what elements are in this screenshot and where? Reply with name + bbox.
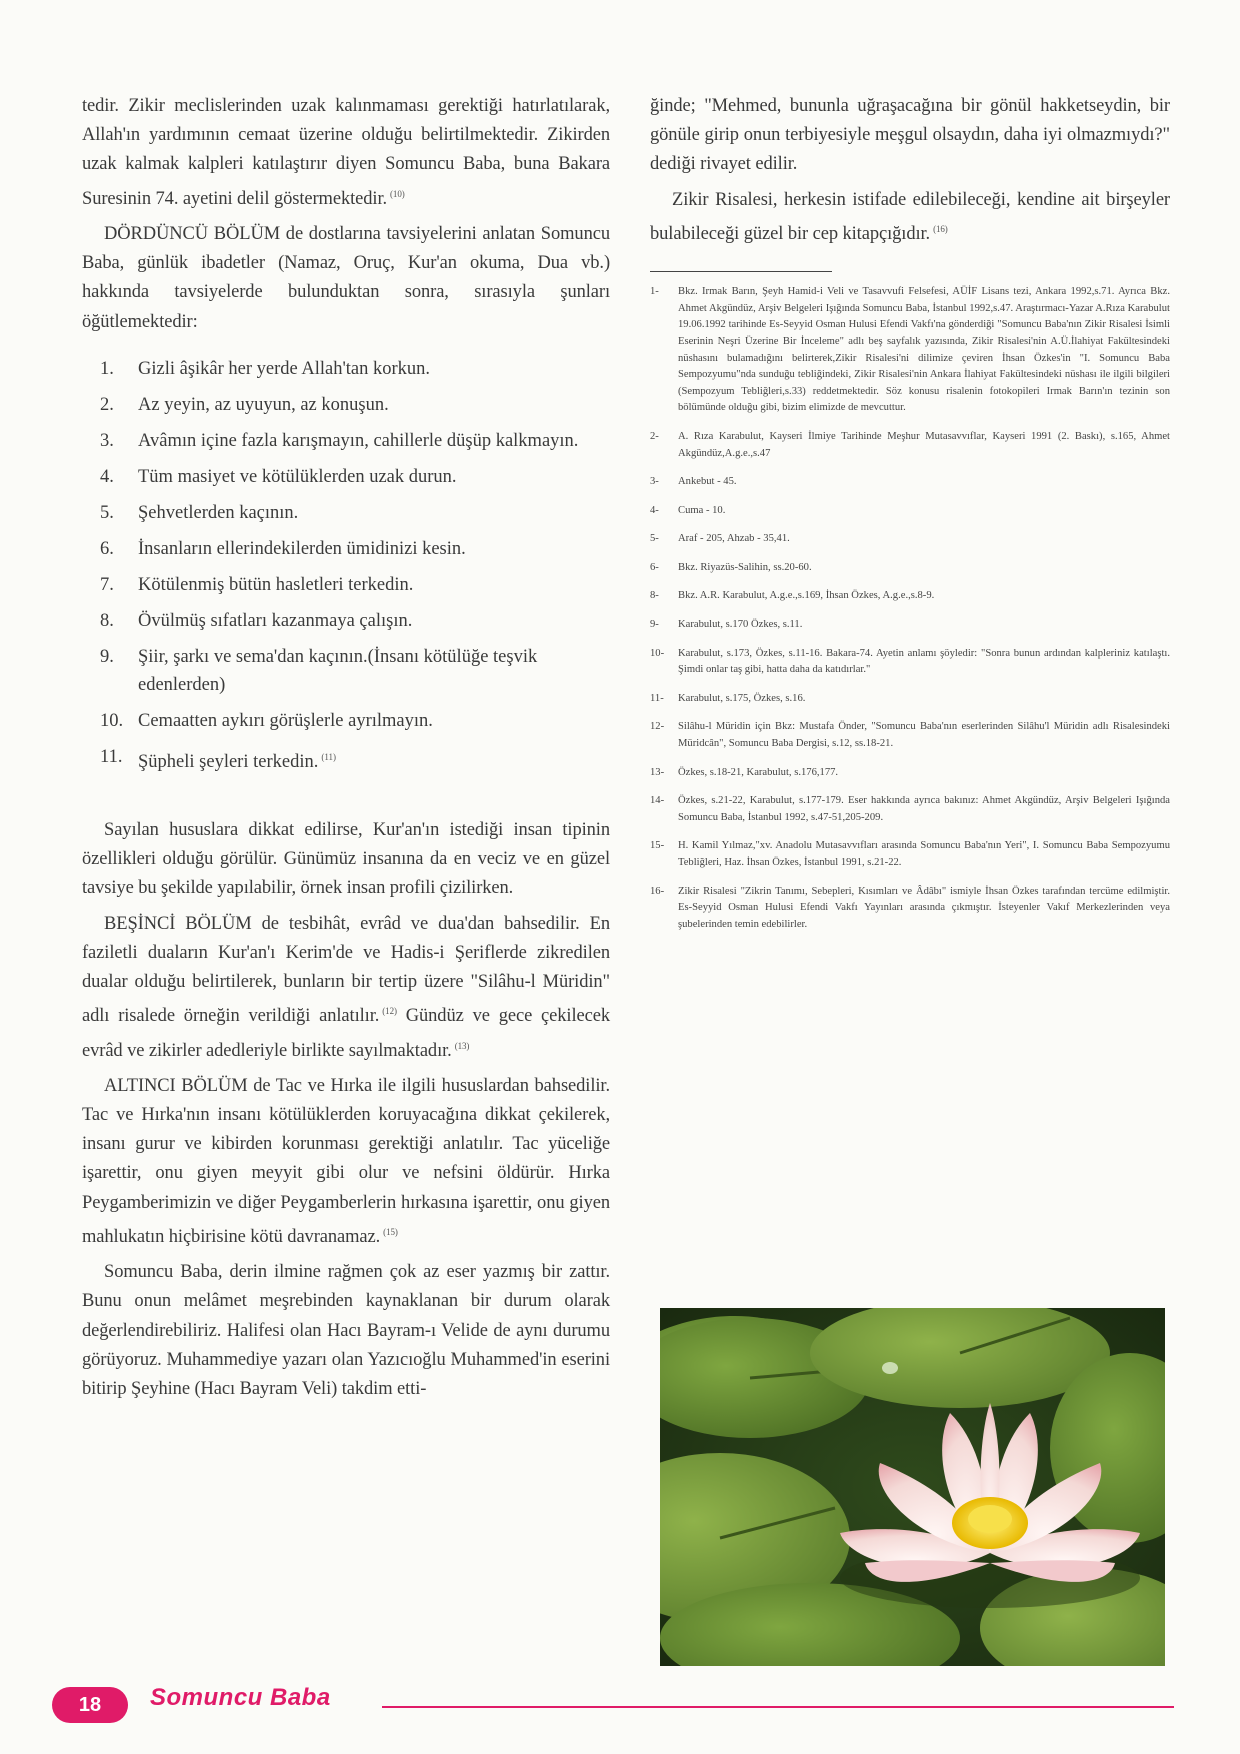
list-item: 5. Şehvetlerden kaçının. bbox=[100, 502, 299, 523]
footnote: 5- Araf - 205, Ahzab - 35,41. bbox=[650, 533, 790, 545]
list-item: 7. Kötülenmiş bütün hasletleri terkedin. bbox=[100, 574, 414, 595]
paragraph: ğinde; "Mehmed, bununla uğraşacağına bir gönül hakketseydin, bir gönüle girip onun terbiyesiyle meşgul olsaydın, daha iyi olmazmıydı?" dediği rivayet edilir. bbox=[650, 96, 1170, 175]
footer-rule bbox=[382, 1706, 1174, 1708]
list-item: 4. Tüm masiyet ve kötülüklerden uzak durun. bbox=[100, 466, 457, 487]
advice-list bbox=[82, 355, 610, 776]
footnote: 4- Cuma - 10. bbox=[650, 504, 726, 516]
footnote: 1- Bkz. Irmak Barın, Şeyh Hamid-i Veli ve Tasavvufi Felsefesi, AÜİF Lisans tezi, Ankara 1992,s.71. Ayrıca Bkz. Ahmet Akgündüz, Arşiv Belgeleri Işığında Somuncu Baba, İstanbul 1992,s.47. Araştırmacı-Yazar A.Rıza Karabulut 19.06.1992 tarihinde Es-Seyyid Osman Hulusi Efendi Vakfı'na gönderdiği "Somuncu Baba'nın Zikir Risalesi İsimli Eserinin Neşri Üzerine Bir İnceleme" adlı beş sayfalık yazısında, Zikir Risalesi'nin A.Ü.İlahiyat Fakültesindeki nüshasını bulamadığını belirterek,Zikir Risalesi'ni dilimize çeviren İhsan Özkes'in "I. Somuncu Baba Sempozyumu"nda sunduğu tebliğindeki, Zikir Risalesi'nin Ankara İlahiyat Fakültesindeki nüshası ile ilgili bilgileri (Sempozyum Tebliğleri,s.33) reddetmektedir. Söz konusu risalenin fotokopileri Irmak Barın'ın tezinin son bölümünde olduğu gibi, bizim elimizde de mevcuttur. bbox=[650, 286, 1170, 414]
footnote: 8- Bkz. A.R. Karabulut, A.g.e.,s.169, İhsan Özkes, A.g.e.,s.8-9. bbox=[650, 590, 935, 602]
footnote: 13- Özkes, s.18-21, Karabulut, s.176,177. bbox=[650, 766, 839, 778]
list-item: 2. Az yeyin, az uyuyun, az konuşun. bbox=[100, 394, 389, 415]
footnote: 11- Karabulut, s.175, Özkes, s.16. bbox=[650, 692, 806, 704]
footnote-ref: (13) bbox=[454, 1040, 470, 1051]
paragraph: DÖRDÜNCÜ BÖLÜM de dostlarına tavsiyelerini anlatan Somuncu Baba, günlük ibadetler (Namaz, Oruç, Kur'an okuma, Dua vb.) hakkında tavsiyelerde bulunduktan sonra, sırasıyla şunları öğütlemektedir: bbox=[82, 223, 610, 332]
water-lily-photo bbox=[660, 1308, 1165, 1666]
footnote-ref: (12) bbox=[382, 1006, 397, 1017]
footnote-ref: (16) bbox=[933, 223, 948, 234]
paragraph: Zikir Risalesi, herkesin istifade edilebileceği, kendine ait birşeyler bulabileceği güzel bir cep kitapçığıdır. $^{(16)}$ bbox=[650, 189, 1170, 244]
list-item: 1. Gizli âşikâr her yerde Allah'tan korkun. bbox=[100, 358, 431, 379]
footnote: 6- Bkz. Riyazüs-Salihin, ss.20-60. bbox=[650, 561, 812, 573]
footnote: 14- Özkes, s.21-22, Karabulut, s.177-179. Eser hakkında ayrıca bakınız: Ahmet Akgündüz, Arşiv Belgeleri Işığında Somuncu Baba, İstanbul 1992, s.47-51,205-209. bbox=[650, 795, 1170, 823]
paragraph: BEŞİNCİ BÖLÜM de tesbihât, evrâd ve dua'dan bahsedilir. En faziletli duaların Kur'an'ı Kerim'de ve Hadis-i Şeriflerde zikredilen dualar olduğu belirtilerek, bunların bir tertip üzere "Silâhu-l Müridin" adlı risalede örneğin verildiği anlatılır. $^{(12)}$ Gündüz ve gece çekilecek evrâd ve zikirler adedleriyle birlikte sayılmaktadır. $^{(13)}$ bbox=[82, 913, 610, 1061]
footnote: 12- Silâhu-l Müridin için Bkz: Mustafa Önder, "Somuncu Baba'nın eserlerinden Silâhu'l Müridin adlı Risalesindeki Müridcân", Somuncu Baba Dergisi, s.12, ss.18-21. bbox=[650, 721, 1170, 750]
footnote: 9- Karabulut, s.170 Özkes, s.11. bbox=[650, 619, 803, 631]
list-item: 11. Şüpheli şeyleri terkedin. $^{(11)}$ bbox=[100, 746, 337, 772]
right-column bbox=[650, 92, 1170, 945]
footnote: 16- Zikir Risalesi "Zikrin Tanımı, Sebepleri, Kısımları ve Âdâbı" ismiyle İhsan Özkes tarafından tercüme edilmiştir. Es-Seyyid Osman Hulusi Efendi Vakfı Yayınları arasında çıkmıştır. İsteyenler Vakıf Merkezlerinden veya şubelerinden temin edebilirler. bbox=[650, 885, 1170, 930]
paragraph: Sayılan hususlara dikkat edilirse, Kur'an'ın istediği insan tipinin özellikleri olduğu görülür. Günümüz insanına da en veciz ve en güzel tavsiye bu şekilde yapılabilir, örnek insan profili çizilirken. bbox=[82, 819, 610, 899]
paragraph: Somuncu Baba, derin ilmine rağmen çok az eser yazmış bir zattır. Bunu onun melâmet meşrebinden kaynaklanan bir durum olarak değerlendirebiliriz. Halifesi olan Hacı Bayram-ı Velide de aynı durumu görüyoruz. Muhammediye yazarı olan Yazıcıoğlu Muhammed'in eserini bitirip Şeyhine (Hacı Bayram Veli) takdim etti- bbox=[82, 1262, 610, 1400]
list-item: 8. Övülmüş sıfatları kazanmaya çalışın. bbox=[100, 610, 413, 631]
magazine-title: Somuncu Baba bbox=[150, 1684, 331, 1711]
footnote: 10- Karabulut, s.173, Özkes, s.11-16. Bakara-74. Ayetin anlamı şöyledir: "Sonra bunun ardından kalpleriniz katılaştı. Şimdi onlar taş gibi, hatta daha da katıdırlar." bbox=[650, 647, 1170, 676]
footnote-divider bbox=[650, 271, 832, 272]
paragraph: tedir. Zikir meclislerinden uzak kalınmaması gerektiği hatırlatılarak, Allah'ın yardımının cemaat üzerine olduğu belirtilmektedir. Zikirden uzak kalmak kalpleri katılaştırır diyen Somuncu Baba, buna Bakara Suresinin 74. ayetini delil göstermektedir. $^{(10)}$ bbox=[82, 96, 610, 209]
list-item: 9. Şiir, şarkı ve sema'dan kaçının.(İnsanı kötülüğe teşvik edenlerden) bbox=[100, 646, 538, 695]
list-item: 10. Cemaatten aykırı görüşlerle ayrılmayın. bbox=[100, 710, 433, 731]
list-item: 6. İnsanların ellerindekilerden ümidinizi kesin. bbox=[100, 538, 466, 559]
footnote: 15- H. Kamil Yılmaz,"xv. Anadolu Mutasavvıfları arasında Somuncu Baba'nın Yeri", I. Somuncu Baba Sempozyumu Tebliğleri, Haz. İhsan Özkes, İstanbul 1991, s.21-22. bbox=[650, 840, 1170, 869]
footnote: 3- Ankebut - 45. bbox=[650, 476, 737, 488]
footnotes-list bbox=[650, 284, 1170, 933]
left-column bbox=[82, 92, 610, 1410]
paragraph: ALTINCI BÖLÜM de Tac ve Hırka ile ilgili hususlardan bahsedilir. Tac ve Hırka'nın insanı kötülüklerden koruyacağına dikkat çekilerek, insanı gurur ve kibirden korunması gerektiği anlatılır. Tac yüceliğe işarettir, onu giyen meyyit gibi olur ve nefsini öldürür. Hırka Peygamberimizin ve diğer Peygamberlerin hırkasına işarettir, onu giyen mahlukatın hiçbirisine kötü davranamaz. $^{(15)}$ bbox=[82, 1075, 610, 1248]
footnote-ref: (11) bbox=[321, 751, 337, 762]
list-item: 3. Avâmın içine fazla karışmayın, cahillerle düşüp kalkmayın. bbox=[100, 430, 579, 451]
page-number-badge: 18 bbox=[52, 1687, 128, 1723]
footnote-ref: (15) bbox=[383, 1226, 398, 1237]
footnote: 2- A. Rıza Karabulut, Kayseri İlmiye Tarihinde Meşhur Mutasavvıflar, Kayseri 1991 (2. Baskı), s.165, Ahmet Akgündüz,A.g.e.,s.47 bbox=[650, 430, 1170, 459]
footnote-ref: (10) bbox=[390, 188, 405, 199]
